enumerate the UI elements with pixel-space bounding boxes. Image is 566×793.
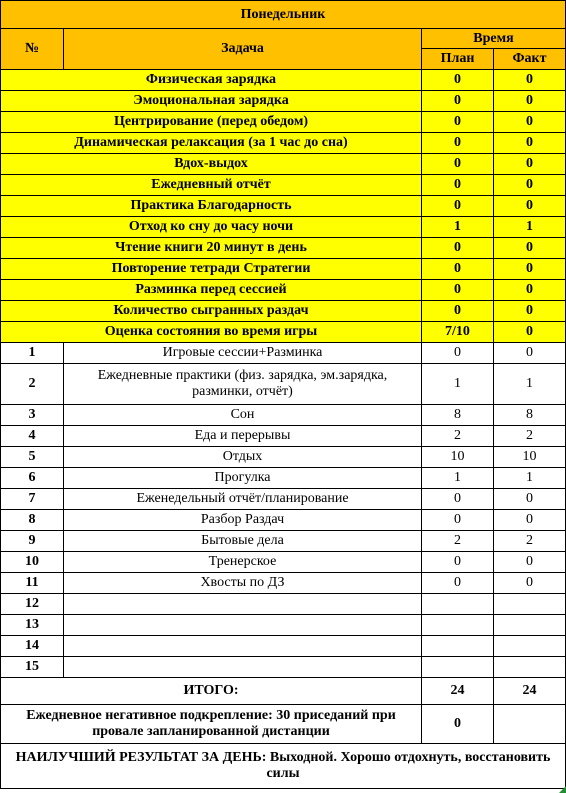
daily-task-name[interactable]: Вдох-выдох [1,154,422,175]
time-row [1,447,566,468]
time-row-plan[interactable]: 0 [422,489,494,510]
time-row-fact[interactable]: 0 [494,552,566,573]
time-row-task[interactable]: Ежедневные практики (физ. зарядка, эм.зарядка, разминки, отчёт) [64,364,422,405]
time-row-plan[interactable]: 0 [422,573,494,594]
daily-task-fact[interactable]: 0 [494,301,566,322]
time-row [1,615,566,636]
daily-task-plan[interactable]: 0 [422,70,494,91]
time-row-num[interactable]: 15 [1,657,64,678]
time-row-task[interactable]: Прогулка [64,468,422,489]
daily-task-row [1,259,566,280]
time-row-fact[interactable]: 2 [494,531,566,552]
time-row-plan[interactable]: 10 [422,447,494,468]
daily-task-plan[interactable]: 0 [422,154,494,175]
time-row-num[interactable]: 12 [1,594,64,615]
time-row-task[interactable] [64,636,422,657]
header-row-1 [1,29,566,49]
daily-task-row [1,154,566,175]
daily-task-plan[interactable]: 0 [422,196,494,217]
time-row-num[interactable]: 10 [1,552,64,573]
negative-row [1,705,566,744]
daily-task-plan[interactable]: 0 [422,301,494,322]
daily-task-name[interactable]: Эмоциональная зарядка [1,91,422,112]
time-row [1,510,566,531]
time-row [1,364,566,405]
time-row-plan[interactable] [422,594,494,615]
time-row-task[interactable] [64,615,422,636]
time-row-plan[interactable] [422,636,494,657]
best-result-row [1,744,566,789]
daily-task-row [1,280,566,301]
negative-label[interactable]: Ежедневное негативное подкрепление: 30 приседаний при провале запланированной дистанции [1,705,422,744]
daily-task-name[interactable]: Отход ко сну до часу ночи [1,217,422,238]
time-row-task[interactable]: Сон [64,405,422,426]
daily-task-name[interactable]: Ежедневный отчёт [1,175,422,196]
daily-task-fact[interactable]: 0 [494,196,566,217]
time-row-task[interactable]: Еда и перерывы [64,426,422,447]
header-time[interactable]: Время [422,29,566,49]
daily-task-fact[interactable]: 0 [494,175,566,196]
day-title[interactable]: Понедельник [1,1,566,29]
daily-task-plan[interactable]: 0 [422,112,494,133]
daily-task-fact[interactable]: 0 [494,154,566,175]
header-task[interactable]: Задача [64,29,422,70]
daily-task-plan[interactable]: 0 [422,91,494,112]
daily-task-fact[interactable]: 1 [494,217,566,238]
daily-task-name[interactable]: Повторение тетради Стратегии [1,259,422,280]
time-row-fact[interactable] [494,615,566,636]
time-row-num[interactable]: 9 [1,531,64,552]
time-row-plan[interactable]: 0 [422,343,494,364]
daily-task-row [1,196,566,217]
daily-task-plan[interactable]: 0 [422,280,494,301]
daily-task-row [1,70,566,91]
daily-task-name[interactable]: Оценка состояния во время игры [1,322,422,343]
time-row-plan[interactable]: 1 [422,364,494,405]
time-row-plan[interactable]: 0 [422,552,494,573]
time-row-task[interactable]: Еженедельный отчёт/планирование [64,489,422,510]
daily-task-plan[interactable]: 0 [422,175,494,196]
time-row-num[interactable]: 8 [1,510,64,531]
time-row-fact[interactable]: 8 [494,405,566,426]
daily-task-fact[interactable]: 0 [494,280,566,301]
time-row-fact[interactable]: 10 [494,447,566,468]
time-row-fact[interactable]: 0 [494,343,566,364]
time-row-plan[interactable] [422,615,494,636]
time-row-plan[interactable]: 2 [422,531,494,552]
time-row-num[interactable]: 5 [1,447,64,468]
time-row-num[interactable]: 1 [1,343,64,364]
daily-task-name[interactable]: Разминка перед сессией [1,280,422,301]
time-row-plan[interactable] [422,657,494,678]
time-row-fact[interactable] [494,636,566,657]
time-row-fact[interactable]: 0 [494,510,566,531]
time-row-num[interactable]: 6 [1,468,64,489]
total-row [1,678,566,705]
time-row-fact[interactable]: 0 [494,489,566,510]
time-row-plan[interactable]: 2 [422,426,494,447]
time-row [1,573,566,594]
time-row [1,531,566,552]
daily-task-name[interactable]: Физическая зарядка [1,70,422,91]
total-fact[interactable]: 24 [494,678,566,705]
time-row-num[interactable]: 2 [1,364,64,405]
daily-task-plan[interactable]: 7/10 [422,322,494,343]
daily-task-row [1,322,566,343]
daily-task-row [1,112,566,133]
time-row-num[interactable]: 4 [1,426,64,447]
time-row-plan[interactable]: 8 [422,405,494,426]
daily-task-fact[interactable]: 0 [494,133,566,154]
time-row [1,426,566,447]
time-row-task[interactable] [64,594,422,615]
time-row [1,552,566,573]
daily-task-fact[interactable]: 0 [494,259,566,280]
sheet-body [1,1,566,789]
time-row-task[interactable]: Игровые сессии+Разминка [64,343,422,364]
time-row-plan[interactable]: 0 [422,510,494,531]
negative-empty[interactable] [494,705,566,744]
daily-task-row [1,175,566,196]
daily-task-row [1,133,566,154]
time-row-task[interactable]: Тренерское [64,552,422,573]
daily-task-fact[interactable]: 0 [494,112,566,133]
time-row-task[interactable] [64,657,422,678]
daily-task-name[interactable]: Чтение книги 20 минут в день [1,238,422,259]
daily-task-fact[interactable]: 0 [494,322,566,343]
title-row [1,1,566,29]
daily-task-plan[interactable]: 0 [422,238,494,259]
time-row [1,657,566,678]
time-row-fact[interactable]: 1 [494,468,566,489]
daily-task-row [1,217,566,238]
daily-task-row [1,301,566,322]
daily-task-name[interactable]: Динамическая релаксация (за 1 час до сна) [1,133,422,154]
daily-task-fact[interactable]: 0 [494,238,566,259]
daily-task-fact[interactable]: 0 [494,91,566,112]
time-row-task[interactable]: Бытовые дела [64,531,422,552]
total-plan[interactable]: 24 [422,678,494,705]
daily-task-row [1,238,566,259]
daily-task-name[interactable]: Количество сыгранных раздач [1,301,422,322]
time-row [1,468,566,489]
header-plan[interactable]: План [422,49,494,70]
daily-task-plan[interactable]: 1 [422,217,494,238]
time-row-task[interactable]: Отдых [64,447,422,468]
daily-task-name[interactable]: Центрирование (перед обедом) [1,112,422,133]
time-row [1,343,566,364]
total-label[interactable]: ИТОГО: [1,678,422,705]
daily-task-fact[interactable]: 0 [494,70,566,91]
time-row [1,594,566,615]
time-row-num[interactable]: 3 [1,405,64,426]
time-row [1,636,566,657]
time-row-num[interactable]: 14 [1,636,64,657]
time-row-plan[interactable]: 1 [422,468,494,489]
daily-task-plan[interactable]: 0 [422,133,494,154]
time-row-fact[interactable]: 2 [494,426,566,447]
daily-task-row [1,91,566,112]
header-fact[interactable]: Факт [494,49,566,70]
time-row-num[interactable]: 7 [1,489,64,510]
header-num[interactable]: № [1,29,64,70]
time-row-num[interactable]: 13 [1,615,64,636]
time-row-fact[interactable] [494,657,566,678]
time-row-task[interactable]: Разбор Раздач [64,510,422,531]
time-row-fact[interactable]: 1 [494,364,566,405]
time-row [1,405,566,426]
daily-task-name[interactable]: Практика Благодарность [1,196,422,217]
daily-task-plan[interactable]: 0 [422,259,494,280]
negative-value[interactable]: 0 [422,705,494,744]
best-result-text[interactable]: НАИЛУЧШИЙ РЕЗУЛЬТАТ ЗА ДЕНЬ: Выходной. Хорошо отдохнуть, восстановить силы [1,744,566,789]
time-row-fact[interactable] [494,594,566,615]
time-row-task[interactable]: Хвосты по ДЗ [64,573,422,594]
time-row [1,489,566,510]
time-row-fact[interactable]: 0 [494,573,566,594]
time-row-num[interactable]: 11 [1,573,64,594]
